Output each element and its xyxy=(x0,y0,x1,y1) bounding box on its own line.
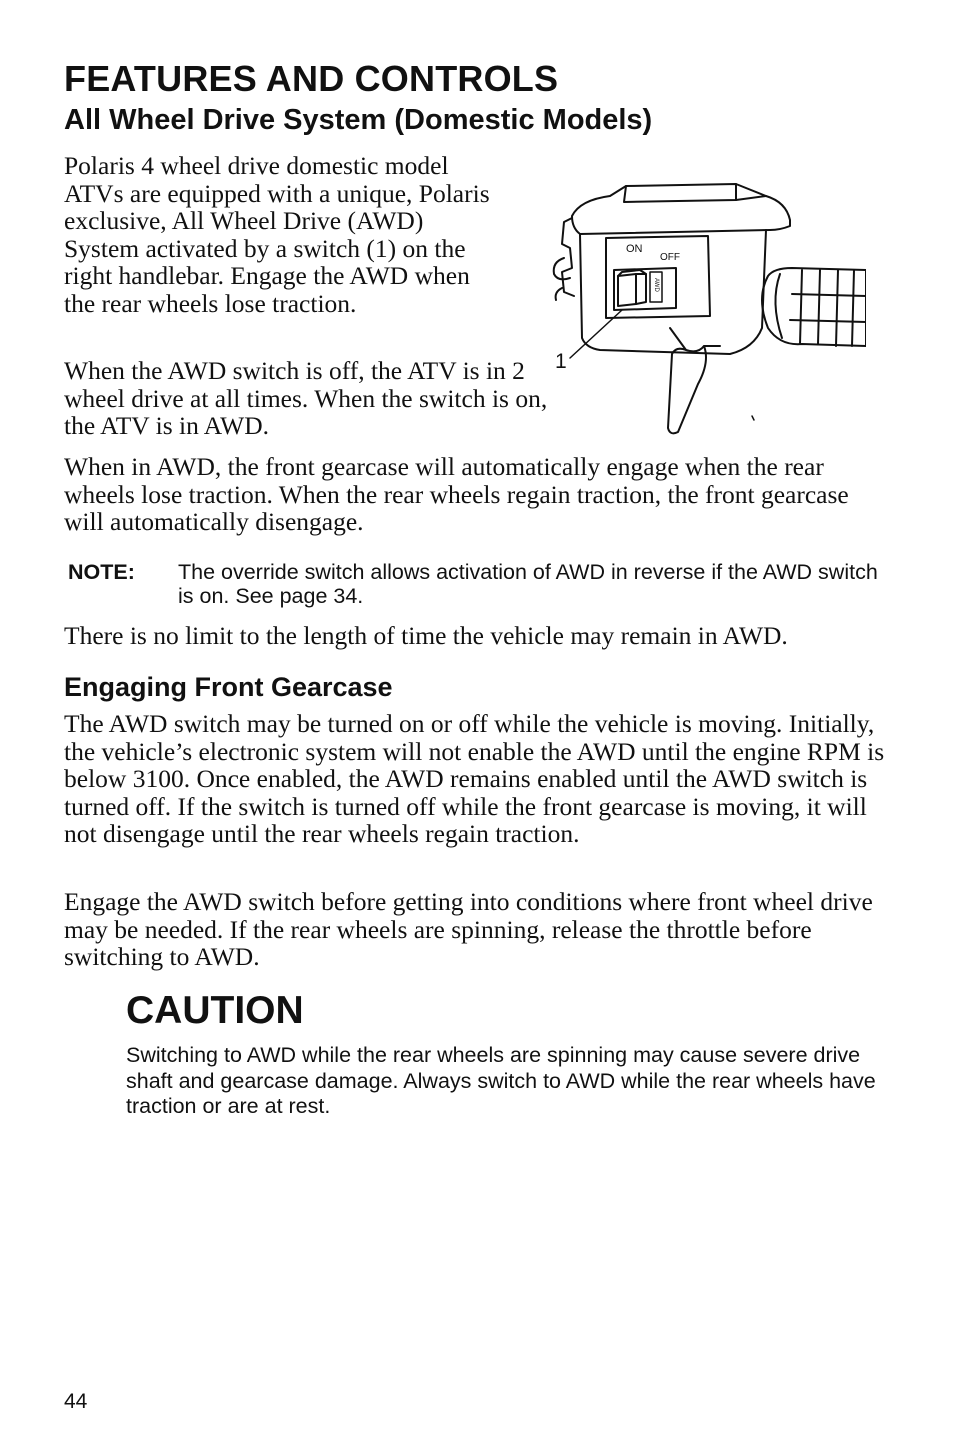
engaging-paragraph-1: The AWD switch may be turned on or off while the vehicle is moving. Initially, the vehicle’s electronic system will not enable the AWD until the engine RPM is below 3100. Once enabled, the AWD remains enabled until the AWD switch is turned off. If the switch is turned off while the front gearcase is moving, it will not disengage until the rear wheels regain traction. xyxy=(64,709,885,848)
page-title: FEATURES AND CONTROLS xyxy=(64,58,559,99)
note-text: The override switch allows activation of AWD in reverse if the AWD switch is on. See page 34. xyxy=(178,560,878,608)
section-title: All Wheel Drive System (Domestic Models) xyxy=(64,104,653,136)
switch-housing-top xyxy=(572,184,790,234)
intro-paragraph-2: When the AWD switch is off, the ATV is in 2 wheel drive at all times. When the switch is on, the ATV is in AWD. xyxy=(64,356,548,440)
switch-housing-body xyxy=(580,230,766,354)
engaging-paragraph-2: Engage the AWD switch before getting into conditions where front wheel drive may be needed. If the rear wheels are spinning, release the throttle before switching to AWD. xyxy=(64,887,873,971)
switch-off-label: OFF xyxy=(660,252,680,263)
note-label: NOTE: xyxy=(68,560,135,584)
switch-awd-label: AWD xyxy=(653,278,659,292)
caution-text: Switching to AWD while the rear wheels are spinning may cause severe drive shaft and gearcase damage. Always switch to AWD while the rear wheels have traction or are at rest. xyxy=(126,1043,876,1118)
caution-title: CAUTION xyxy=(126,989,304,1032)
intro-paragraph-3: When in AWD, the front gearcase will automatically engage when the rear wheels lose traction. When the rear wheels regain traction, the front gearcase will automatically disengage. xyxy=(64,452,849,536)
awd-rocker-switch-icon xyxy=(618,274,636,306)
engaging-heading: Engaging Front Gearcase xyxy=(64,672,393,702)
callout-number: 1 xyxy=(555,350,567,373)
limit-paragraph: There is no limit to the length of time the vehicle may remain in AWD. xyxy=(64,621,788,650)
throttle-lever xyxy=(668,328,720,433)
awd-switch-illustration xyxy=(540,178,866,440)
page-number: 44 xyxy=(64,1390,88,1413)
intro-paragraph-1: Polaris 4 wheel drive domestic model ATVs are equipped with a unique, Polaris exclusive, All Wheel Drive (AWD) System activated by a switch (1) on the right handlebar. Engage the AWD when the rear wheels lose traction. xyxy=(64,151,490,318)
switch-on-label: ON xyxy=(626,243,643,255)
